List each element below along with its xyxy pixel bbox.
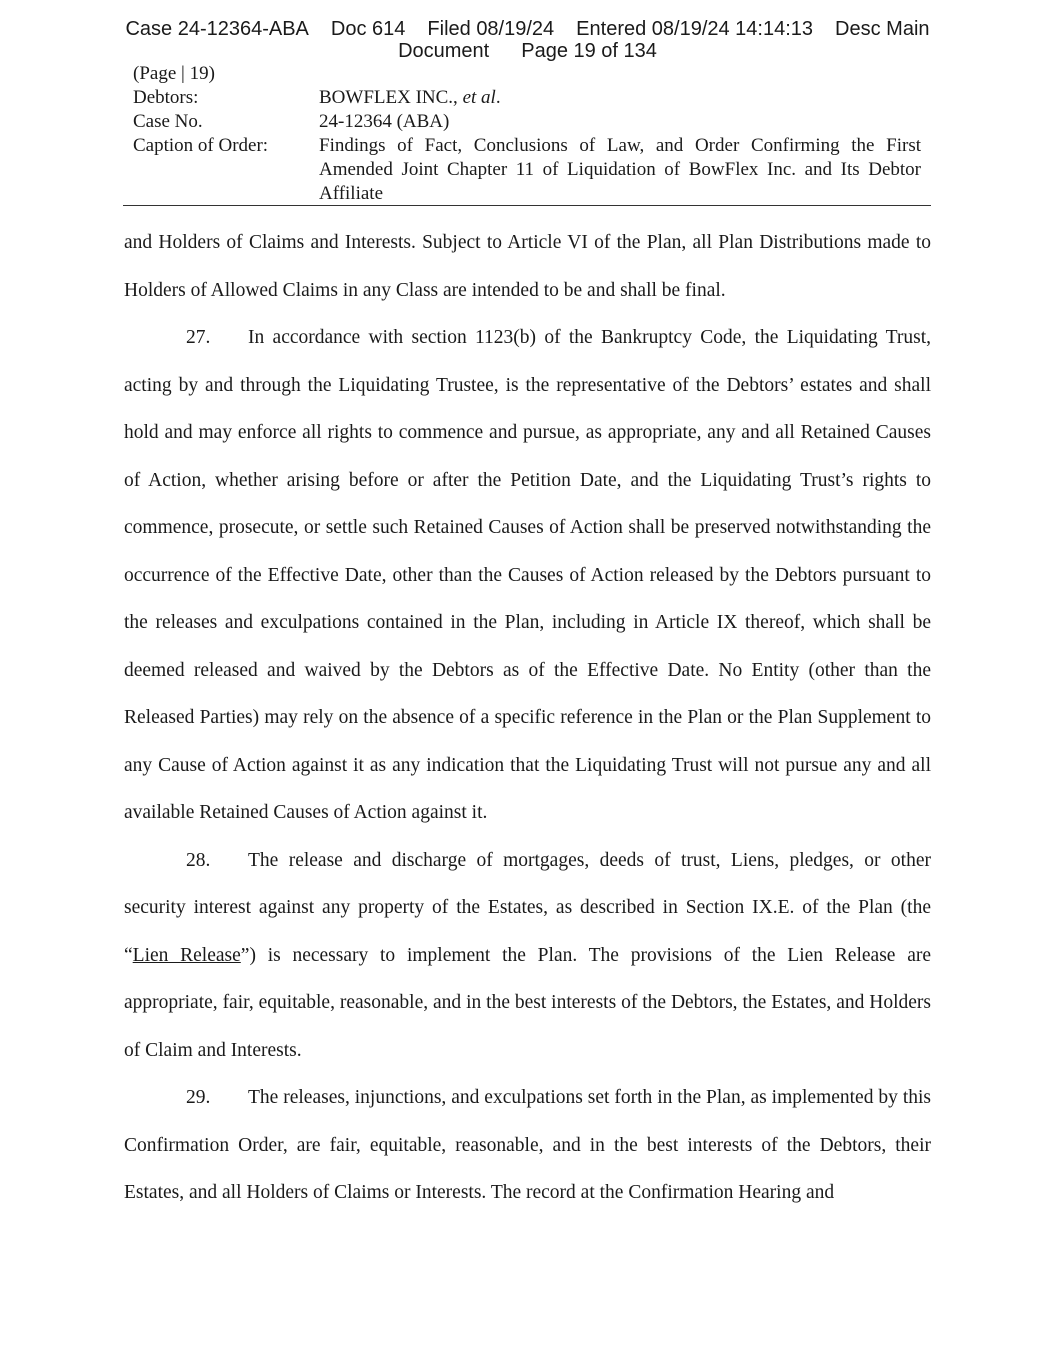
stamp-line-1 [0, 18, 1055, 40]
paragraph-29 [124, 1074, 931, 1217]
stamp-page: Page 19 of 134 [521, 40, 657, 62]
stamp-doc: Doc 614 [330, 18, 406, 40]
stamp-filed: Filed 08/19/24 [427, 18, 555, 40]
caption-page-label: (Page | 19) [133, 63, 215, 84]
stamp-desc: Desc Main [835, 18, 930, 40]
caption-debtors-row [133, 86, 933, 110]
order-caption [133, 62, 933, 206]
paragraph-number: 29. [186, 1087, 211, 1108]
continuation-paragraph: and Holders of Claims and Interests. Subject to Article VI of the Plan, all Plan Distributions made to Holders of Allowed Claims in any Class are intended to be and shall be final. [124, 232, 931, 301]
paragraph-number: 28. [186, 849, 211, 871]
caption-page-row [133, 62, 933, 86]
paragraph-28 [124, 837, 931, 1075]
filing-stamp-header [0, 18, 1055, 62]
caption-order-row [133, 134, 933, 206]
paragraph-number: 27. [186, 327, 211, 348]
stamp-line-2 [0, 40, 1055, 62]
caption-case-row [133, 110, 933, 134]
caption-debtors-label: Debtors: [133, 87, 199, 108]
paragraph-text: In accordance with section 1123(b) of the Bankruptcy Code, the Liquidating Trust, acting by and through the Liquidating Trustee, is the representative of the Debtors’ estates and shall hold and may enforce all rights to commence and pursue, as appropriate, any and all Retained Causes of Action, whether arising before or after the Petition Date, and the Liquidating Trust’s rights to commence, prosecute, or settle such Retained Causes of Action shall be preserved notwithstanding the occurrence of the Effective Date, other than the Causes of Action released by the Debtors pursuant to the releases and exculpations contained in the Plan, including in Article IX thereof, which shall be deemed released and waived by the Debtors as of the Effective Date. No Entity (other than the Released Parties) may rely on the absence of a specific reference in the Plan or the Plan Supplement to any Cause of Action against it as any indication that the Liquidating Trust will not pursue any and all available Retained Causes of Action against it. [124, 327, 931, 823]
paragraph-text: The releases, injunctions, and exculpations set forth in the Plan, as implemented by this Confirmation Order, are fair, equitable, reasonable, and in the best interests of the Debtors, their Estates, and all Holders of Claims or Interests. The record at the Confirmation Hearing and [124, 1087, 931, 1203]
paragraph-27 [124, 314, 931, 837]
caption-divider [123, 205, 931, 206]
defined-term: Lien Release [132, 944, 241, 966]
caption-order-value: Findings of Fact, Conclusions of Law, and Order Confirming the First Amended Joint Chapter 11 of Liquidation of BowFlex Inc. and Its Debtor Affiliate [319, 135, 921, 204]
stamp-document: Document [398, 40, 490, 62]
paragraph-text: ”) is necessary to implement the Plan. The provisions of the Lien Release are appropriate, fair, equitable, reasonable, and in the best interests of the Debtors, the Estates, and Holders of Claim and Interests. [124, 944, 931, 1061]
stamp-case: Case 24-12364-ABA [125, 18, 309, 40]
paragraph-text: The release and discharge of mortgages, deeds of trust, Liens, pledges, or other security interest against any property of the Estates, as described in Section IX.E. of the Plan (the “ [124, 849, 931, 966]
caption-debtors-value: BOWFLEX INC., et al. [319, 87, 501, 108]
caption-case-label: Case No. [133, 111, 203, 132]
stamp-entered: Entered 08/19/24 14:14:13 [576, 18, 814, 40]
caption-order-label: Caption of Order: [133, 135, 269, 156]
document-body [124, 219, 931, 1217]
caption-case-value: 24-12364 (ABA) [319, 111, 450, 132]
